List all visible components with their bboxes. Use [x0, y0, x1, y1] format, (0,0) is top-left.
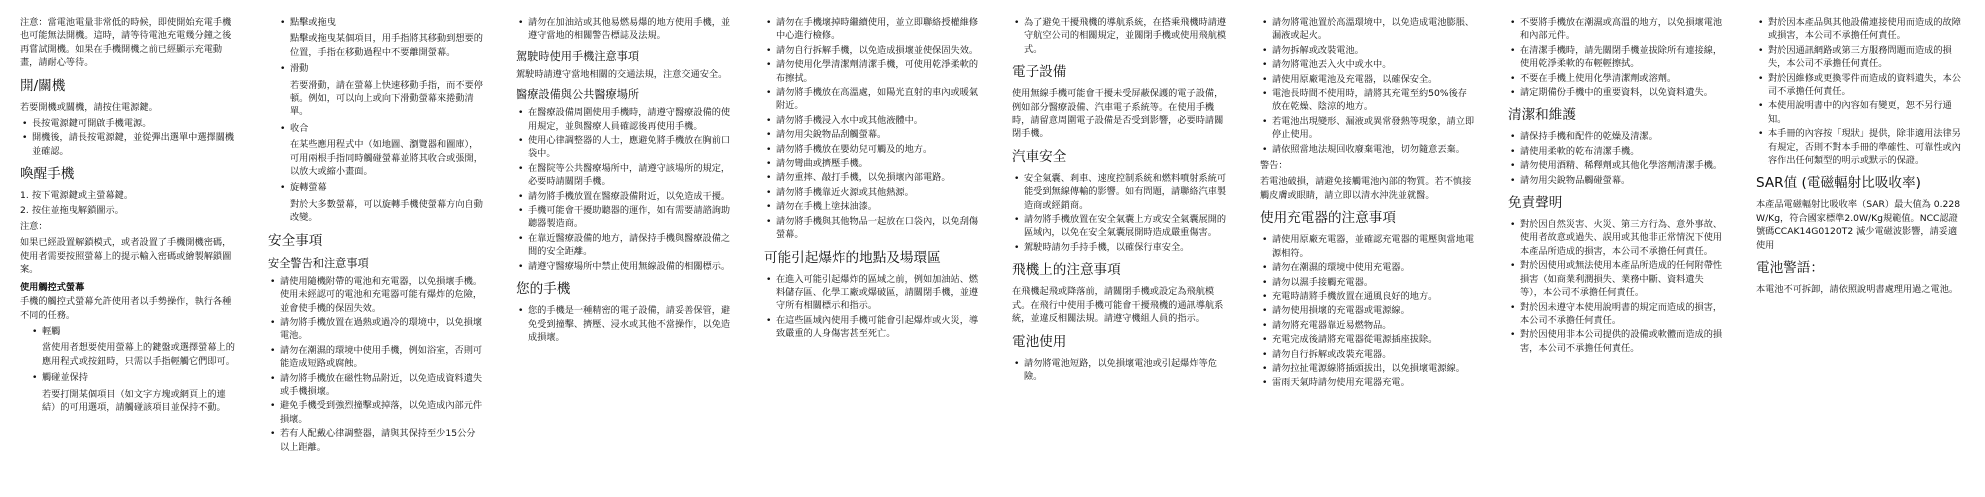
list-item: • 請使用原廠充電器，並確認充電器的電壓與當地電源相符。: [1260, 233, 1476, 260]
bullet-list: [516, 106, 732, 273]
text-column-5: [1012, 16, 1228, 494]
bullet-list: [268, 275, 484, 454]
section-heading: 使用充電器的注意事項: [1260, 210, 1396, 227]
section-heading: 免責聲明: [1508, 195, 1563, 212]
bullet-list: [1508, 16, 1724, 99]
text-column-3: [516, 16, 732, 494]
bullet-list: [268, 62, 484, 75]
list-item: • 請勿在手機上塗抹油漆。: [764, 200, 980, 213]
bullet-list: [516, 304, 732, 344]
bullet-list: [1756, 16, 1966, 167]
list-item: • 對於因使用非本公司提供的設備或軟體而造成的損害，本公司不承擔任何責任。: [1508, 328, 1724, 355]
paragraph: 警告：: [1260, 160, 1288, 172]
list-item: • 請使用隨機附帶的電池和充電器，以免損壞手機。使用未經認可的電池和充電器可能有爆炸的危險，並會使手機的保固失效。: [268, 275, 484, 315]
list-item: • 請遵守醫療場所中禁止使用無線設備的相關標示。: [516, 260, 732, 273]
list-item: • 不要將手機放在潮濕或高溫的地方，以免損壞電池和內部元件。: [1508, 16, 1724, 43]
paragraph: 若電池破損，請避免接觸電池內部的物質。若不慎接觸皮膚或眼睛，請立即以清水沖洗並就醫。: [1260, 176, 1472, 201]
list-item: • 請勿將手機放在磁性物品附近，以免造成資料遺失或手機損壞。: [268, 372, 484, 399]
list-item: • 請勿將電池短路，以免損壞電池或引起爆炸等危險。: [1012, 357, 1228, 384]
paragraph: 注意：當電池電量非常低的時候，即使開始充電手機也可能無法開機。這時，請等待電池充電幾分鐘之後再嘗試開機。如果在手機開機之前已經顯示充電動畫，請耐心等待。: [20, 17, 232, 69]
list-item: • 若有人配戴心律調整器，請與其保持至少15公分以上距離。: [268, 427, 484, 454]
list-item: • 請勿將充電器靠近易燃物品。: [1260, 319, 1476, 332]
list-item: [20, 189, 236, 202]
list-item: • 對於因自然災害、火災、第三方行為、意外事故、使用者故意或過失、誤用或其他非正常情況下使用本產品所造成的損害，本公司不承擔任何責任。: [1508, 218, 1724, 258]
list-item: • 請勿將手機與其他物品一起放在口袋內，以免刮傷螢幕。: [764, 215, 980, 242]
bullet-list: [20, 325, 236, 338]
list-item: • 請勿將手機放置在過熱或過冷的環境中，以免損壞電池。: [268, 316, 484, 343]
topic-label: 使用觸控式螢幕: [20, 281, 85, 293]
list-item: • 請勿將手機放置在安全氣囊上方或安全氣囊展開的區域內，以免在安全氣囊展開時造成嚴重傷害。: [1012, 213, 1228, 240]
paragraph: 駕駛時請遵守當地相關的交通法規，注意交通安全。: [516, 68, 728, 80]
list-item: • 請勿將電池置於高溫環境中，以免造成電池膨脹、漏液或起火。: [1260, 16, 1476, 43]
list-item-text: 按住並拖曳解鎖圖示。: [32, 204, 124, 216]
bullet-list: [764, 273, 980, 341]
list-item: • 雷雨天氣時請勿使用充電器充電。: [1260, 376, 1476, 389]
list-item: • 請勿在潮濕的環境中使用充電器。: [1260, 261, 1476, 274]
bullet-list: [1012, 16, 1228, 56]
list-item: • 請勿使用損壞的充電器或電源線。: [1260, 304, 1476, 317]
bullet-list: [20, 117, 236, 158]
section-heading: 電池使用: [1012, 333, 1067, 350]
list-item: • 請勿在潮濕的環境中使用手機，例如浴室，否則可能造成短路或腐蝕。: [268, 344, 484, 371]
paragraph: 手機的觸控式螢幕允許使用者以手勢操作，執行各種不同的任務。: [20, 296, 232, 321]
list-item: • 請勿將手機放在高溫處，如陽光直射的車內或暖氣附近。: [764, 86, 980, 113]
list-item: • 在靠近醫療設備的地方，請保持手機與醫療設備之間的安全距離。: [516, 232, 732, 259]
list-item: • 對於因維修或更換零件而造成的資料遺失，本公司不承擔任何責任。: [1756, 72, 1966, 99]
section-heading: 清潔和維護: [1508, 107, 1576, 124]
list-item: • 安全氣囊、剎車、速度控制系統和燃料噴射系統可能受到無線傳輸的影響。如有問題，請聯絡汽車製造商或經銷商。: [1012, 172, 1228, 212]
paragraph: 本電池不可拆卸，請依照說明書處理用過之電池。: [1756, 284, 1959, 296]
list-number: 2.: [20, 204, 29, 216]
list-item: • 若電池出現變形、漏液或異常發熱等現象，請立即停止使用。: [1260, 115, 1476, 142]
list-item: • 在這些區域內使用手機可能會引起爆炸或火災，導致嚴重的人身傷害甚至死亡。: [764, 314, 980, 341]
list-item: • 請使用原廠電池及充電器，以確保安全。: [1260, 73, 1476, 86]
list-item: • 請勿在手機壞掉時繼續使用，並立即聯絡授權維修中心進行檢修。: [764, 16, 980, 43]
bullet-list: [1260, 233, 1476, 389]
list-item-text: 按下電源鍵或主螢幕鍵。: [32, 190, 134, 202]
list-item: • 請勿以濕手接觸充電器。: [1260, 276, 1476, 289]
bullet-list: [268, 16, 484, 29]
list-item: • 對於因未遵守本使用說明書的規定而造成的損害，本公司不承擔任何責任。: [1508, 301, 1724, 328]
list-item: • 觸碰並保持: [30, 371, 236, 384]
section-heading: 您的手機: [516, 281, 571, 298]
text-column-4: [764, 16, 980, 494]
list-item: • 請勿將電池丟入火中或水中。: [1260, 58, 1476, 71]
paragraph: 對於大多數螢幕，可以旋轉手機使螢幕方向自動改變。: [290, 198, 483, 224]
list-item: • 請勿使用酒精、稀釋劑或其他化學溶劑清潔手機。: [1508, 159, 1724, 172]
list-item: • 在進入可能引起爆炸的區域之前，例如加油站、燃料儲存區、化學工廠或爆破區，請關閉手機，並遵守所有相關標示和指示。: [764, 273, 980, 313]
list-item: • 對於因使用或無法使用本產品所造成的任何附帶性損害（如商業利潤損失、業務中斷、資料遺失等），本公司不承擔任何責任。: [1508, 259, 1724, 299]
bullet-list: [1012, 172, 1228, 254]
list-item: • 請勿將手機浸入水中或其他液體中。: [764, 114, 980, 127]
subsection-heading: 醫療設備與公共醫療場所: [516, 88, 640, 102]
list-item: • 請保持手機和配件的乾燥及清潔。: [1508, 130, 1724, 143]
list-item: • 為了避免干擾飛機的導航系統，在搭乘飛機時請遵守航空公司的相關規定，並關閉手機或使用飛航模式。: [1012, 16, 1228, 56]
text-column-2: [268, 16, 484, 494]
section-heading: 汽車安全: [1012, 148, 1067, 165]
paragraph: 若要滑動，請在螢幕上快速移動手指，而不要停頓。例如，可以向上或向下滑動螢幕來捲動清單。: [290, 79, 483, 118]
list-item: [20, 204, 236, 217]
list-item: • 開機後，請長按電源鍵，並從彈出選單中選擇關機並確認。: [20, 131, 236, 158]
list-item: • 在清潔手機時，請先關閉手機並拔除所有連接線，使用乾淨柔軟的布輕輕擦拭。: [1508, 44, 1724, 71]
list-item: • 長按電源鍵可開啟手機電源。: [20, 117, 236, 130]
list-item: • 在醫療設備周圍使用手機時，請遵守醫療設備的使用規定，並與醫療人員確認後再使用手機。: [516, 106, 732, 133]
section-heading: 飛機上的注意事項: [1012, 262, 1121, 279]
list-item: • 避免手機受到強烈撞擊或掉落，以免造成內部元件損壞。: [268, 399, 484, 426]
list-item: • 您的手機是一種精密的電子設備，請妥善保管，避免受到撞擊、擠壓、浸水或其他不當操作，以免造成損壞。: [516, 304, 732, 344]
list-item: • 請勿拉扯電源線將插頭拔出，以免損壞電源線。: [1260, 362, 1476, 375]
list-item: • 充電完成後請將充電器從電源插座拔除。: [1260, 333, 1476, 346]
list-item: • 請勿重摔、敲打手機，以免損壞內部電路。: [764, 171, 980, 184]
bullet-list: [1260, 16, 1476, 156]
bullet-list: [20, 371, 236, 384]
list-item: • 請勿在加油站或其他易燃易爆的地方使用手機，並遵守當地的相關警告標誌及法規。: [516, 16, 732, 43]
list-item: • 請勿拆解或改裝電池。: [1260, 44, 1476, 57]
list-item: • 旋轉螢幕: [278, 181, 484, 194]
paragraph: 使用無線手機可能會干擾未受屏蔽保護的電子設備，例如部分醫療設備、汽車電子系統等。在使用手機時，請留意周圍電子設備是否受到影響，必要時請關閉手機。: [1012, 88, 1224, 140]
paragraph: 若要打開某個項目（如文字方塊或網頁上的連結）的可用選項，請觸碰該項目並保持不動。: [42, 388, 226, 413]
section-heading: 開/關機: [20, 77, 66, 94]
bullet-list: [268, 181, 484, 194]
list-item: • 不要在手機上使用化學清潔劑或溶劑。: [1508, 72, 1724, 85]
list-item: • 請勿將手機放置在醫療設備附近，以免造成干擾。: [516, 190, 732, 203]
paragraph: 如果已經設置解鎖模式，或者設置了手機開機密碼，使用者需要按照螢幕上的提示輸入密碼或繪製解鎖圖案。: [20, 237, 232, 276]
text-column-1: [20, 16, 236, 494]
list-item: • 請勿將手機靠近火源或其他熱源。: [764, 186, 980, 199]
list-item: • 滑動: [278, 62, 484, 75]
list-item: • 點擊或拖曳: [278, 16, 484, 29]
list-item: • 請勿將手機放在嬰幼兒可觸及的地方。: [764, 143, 980, 156]
list-item: • 本手冊的內容按「現狀」提供，除非適用法律另有規定，否則不對本手冊的準確性、可靠性或內容作出任何類型的明示或默示的保證。: [1756, 127, 1966, 167]
paragraph: 當使用者想要使用螢幕上的鍵盤或選擇螢幕上的應用程式或按鈕時，只需以手指輕觸它們即可。: [42, 342, 235, 367]
paragraph: 在飛機起飛或降落前，請關閉手機或設定為飛航模式。在飛行中使用手機可能會干擾飛機的通訊導航系統，並違反相關法規。請遵守機組人員的指示。: [1012, 286, 1224, 325]
section-heading: 電池警語：: [1756, 260, 1824, 277]
list-number: 1.: [20, 190, 29, 202]
subsection-heading: 駕駛時使用手機注意事項: [516, 49, 640, 63]
section-heading: 電子設備: [1012, 64, 1067, 81]
section-heading: 安全事項: [268, 232, 323, 249]
text-column-8: [1756, 16, 1966, 494]
list-item: • 請勿自行拆解或改裝充電器。: [1260, 348, 1476, 361]
bullet-list: [268, 122, 484, 135]
list-item: • 請使用柔軟的乾布清潔手機。: [1508, 145, 1724, 158]
list-item: • 輕觸: [30, 325, 236, 338]
list-item: • 請勿彎曲或擠壓手機。: [764, 157, 980, 170]
list-item: • 請勿用尖銳物品觸碰螢幕。: [1508, 174, 1724, 187]
list-item: • 電池長時間不使用時，請將其充電至約50%後存放在乾燥、陰涼的地方。: [1260, 87, 1476, 114]
bullet-list: [1012, 357, 1228, 384]
list-item: • 手機可能會干擾助聽器的運作，如有需要請諮詢助聽器製造商。: [516, 204, 732, 231]
list-item: • 請定期備份手機中的重要資料，以免資料遺失。: [1508, 86, 1724, 99]
text-column-7: [1508, 16, 1724, 494]
list-item: • 在醫院等公共醫療場所中，請遵守該場所的規定，必要時請關閉手機。: [516, 162, 732, 189]
list-item: • 對於因本產品與其他設備連接使用而造成的故障或損害，本公司不承擔任何責任。: [1756, 16, 1966, 43]
numbered-list: [20, 189, 236, 217]
list-item: • 請勿使用化學清潔劑清潔手機，可使用乾淨柔軟的布擦拭。: [764, 58, 980, 85]
section-heading: SAR值 (電磁輻射比吸收率): [1756, 175, 1921, 192]
paragraph: 點擊或拖曳某個項目，用手指將其移動到想要的位置，手指在移動過程中不要離開螢幕。: [290, 33, 483, 58]
paragraph: 若要開機或關機，請按住電源鍵。: [20, 101, 158, 113]
list-item: • 對於因通訊網路或第三方服務問題而造成的損失，本公司不承擔任何責任。: [1756, 44, 1966, 71]
bullet-list: [764, 16, 980, 242]
list-item: • 充電時請將手機放置在通風良好的地方。: [1260, 290, 1476, 303]
bullet-list: [1508, 130, 1724, 187]
list-item: • 駕駛時請勿手持手機，以確保行車安全。: [1012, 241, 1228, 254]
bullet-list: [516, 16, 732, 43]
list-item: • 請勿用尖銳物品刮觸螢幕。: [764, 128, 980, 141]
subsection-heading: 安全警告和注意事項: [268, 256, 369, 270]
list-item: • 本使用說明書中的內容如有變更，恕不另行通知。: [1756, 99, 1966, 126]
paragraph: 注意：: [20, 221, 48, 233]
list-item: • 請依照當地法規回收廢棄電池，切勿隨意丟棄。: [1260, 143, 1476, 156]
list-item: • 請勿自行拆解手機，以免造成損壞並使保固失效。: [764, 44, 980, 57]
section-heading: 喚醒手機: [20, 166, 75, 183]
paragraph: 本產品電磁輻射比吸收率（SAR）最大值為 0.228 W/Kg，符合國家標準2.0W/Kg規範值。NCC認證號碼CCAK14G0120T2 減少電磁波影響，請妥適使用: [1756, 199, 1961, 251]
section-heading: 可能引起爆炸的地點及場環區: [764, 249, 941, 266]
paragraph: 在某些應用程式中（如地圖、瀏覽器和圖庫），可用兩根手指同時觸碰螢幕並將其收合或張開，以放大或縮小畫面。: [290, 139, 483, 178]
text-column-6: [1260, 16, 1476, 494]
list-item: • 收合: [278, 122, 484, 135]
list-item: • 使用心律調整器的人士，應避免將手機放在胸前口袋中。: [516, 134, 732, 161]
bullet-list: [1508, 218, 1724, 355]
